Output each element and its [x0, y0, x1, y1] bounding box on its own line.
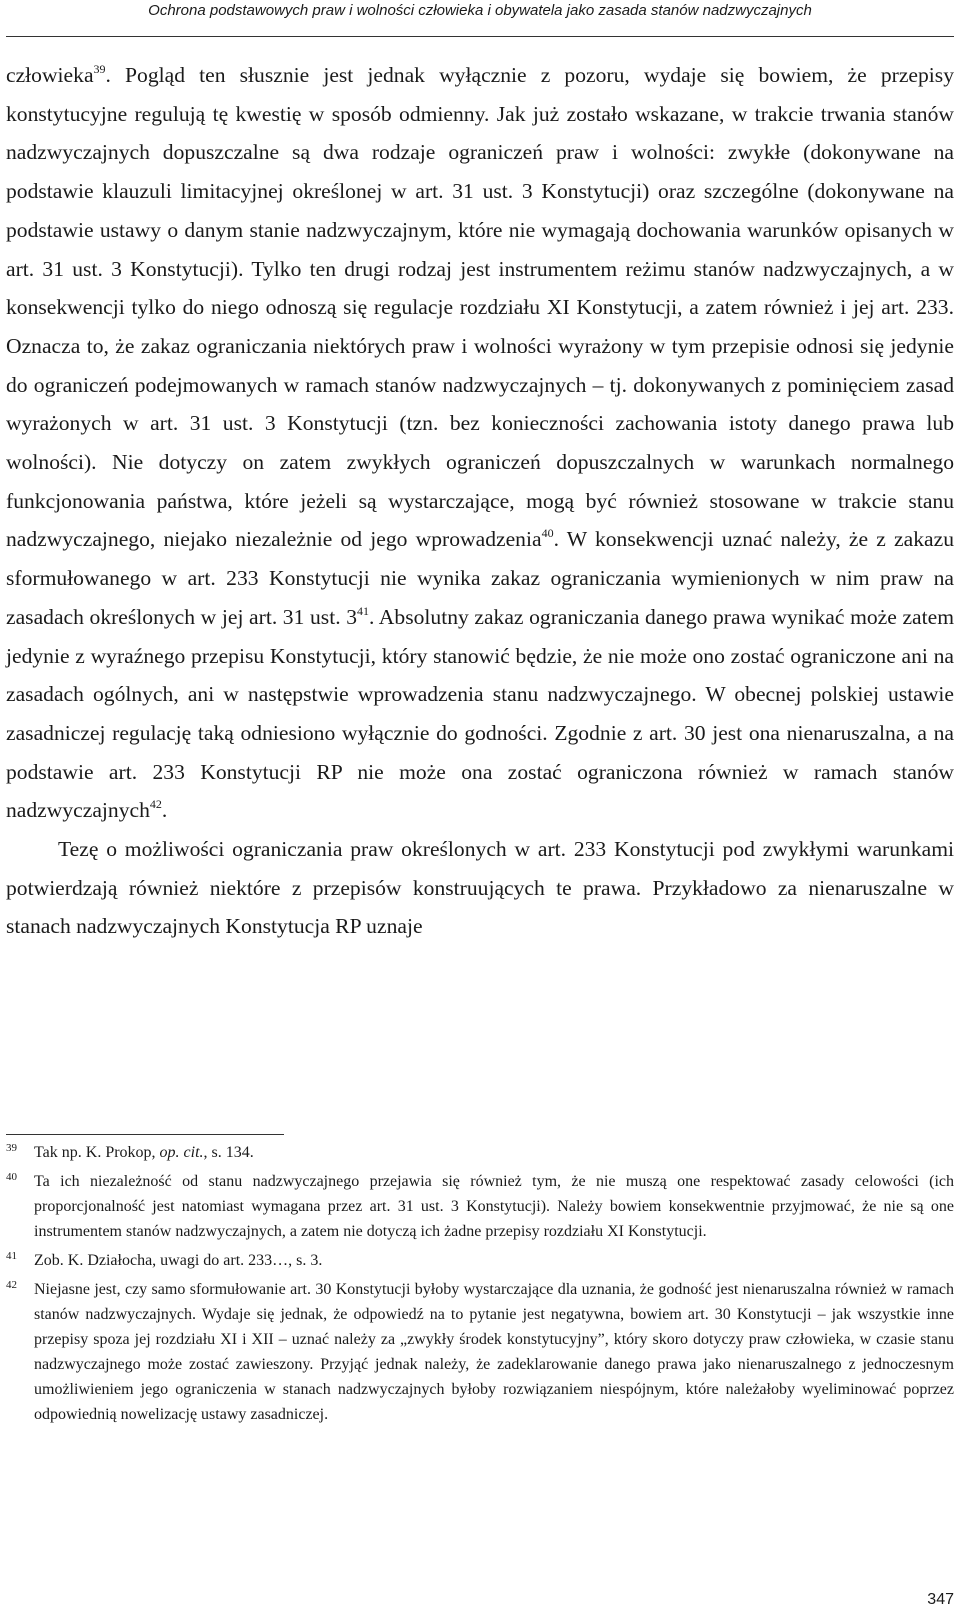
footnote-text: Tak np. K. Prokop,	[34, 1144, 160, 1161]
footnote-40	[6, 1169, 954, 1244]
footnote-ref-41[interactable]: 41	[357, 603, 369, 618]
page-number: 347	[927, 1591, 954, 1608]
footnote-text: Zob. K. Działocha, uwagi do art. 233…, s. 3.	[34, 1252, 323, 1269]
paragraph-1	[6, 56, 954, 830]
footnote-number: 42	[6, 1279, 17, 1291]
footnote-text: Ta ich niezależność od stanu nadzwyczajnego przejawia się również tym, że nie muszą one respektować zasady celowości (ich proporcjonalność jest natomiast wymagana przez art. 31 ust. 3 Konstytucji). Należy bowiem konsekwentnie przyjmować, że nie są one instrumentem stanów nadzwyczajnych, a zatem nie dotyczą ich żadne przepisy rozdziału XI Konstytucji.	[34, 1173, 954, 1240]
footnote-41	[6, 1248, 954, 1273]
paragraph-2: Tezę o możliwości ograniczania praw określonych w art. 233 Konstytucji pod zwykłymi warunkami potwierdzają również niektóre z przepisów konstruujących te prawa. Przykładowo za nienaruszalne w stanach nadzwyczajnych Konstytucja RP uznaje	[6, 837, 954, 939]
footnote-number: 39	[6, 1142, 17, 1154]
footnote-text: Niejasne jest, czy samo sformułowanie art. 30 Konstytucji byłoby wystarczające dla uznania, że godność jest nienaruszalna również w ramach stanów nadzwyczajnych. Wydaje się jednak, że odpowiedź na to pytanie jest negatywna, bowiem art. 30 Konstytucji – jak wszystkie inne przepisy spoza jej rozdziału XI i XII – uznać należy za „zwykły środek konstytucyjny”, który skoro dotyczy praw człowieka, w czasie stanu nadzwyczajnego może zostać zawieszony. Przyjąć jednak należy, że zadeklarowanie danego prawa jako nienaruszalnego z jednoczesnym umożliwieniem jego ograniczenia w stanach nadzwyczajnych byłoby rozwiązaniem niespójnym, które należałoby wyeliminować poprzez odpowiednią nowelizację ustawy zasadniczej.	[34, 1281, 954, 1423]
footnotes	[6, 1140, 954, 1431]
paragraph-1-text-b: . Pogląd ten słusznie jest jednak wyłącznie z pozoru, wydaje się bowiem, że przepisy konstytucyjne regulują tę kwestię w sposób odmienny. Jak już zostało wskazane, w trakcie trwania stanów nadzwyczajnych dopuszczalne są dwa rodzaje ograniczeń praw i wolności: zwykłe (dokonywane na podstawie klauzuli limitacyjnej określonej w art. 31 ust. 3 Konstytucji) oraz szczególne (dokonywane na podstawie ustawy o danym stanie nadzwyczajnym, które nie wymagają dochowania warunków opisanych w art. 31 ust. 3 Konstytucji). Tylko ten drugi rodzaj jest instrumentem reżimu stanów nadzwyczajnych, a w konsekwencji tylko do niego odnoszą się regulacje rozdziału XI Konstytucji, a zatem również i jej art. 233. Oznacza to, że zakaz ograniczania niektórych praw i wolności wyrażony w tym przepisie odnosi się jedynie do ograniczeń podejmowanych w ramach stanów nadzwyczajnych – tj. dokonywanych z pominięciem zasad wyrażonych w art. 31 ust. 3 Konstytucji (tzn. bez konieczności zachowania istoty danego prawa lub wolności). Nie dotyczy on zatem zwykłych ograniczeń dopuszczalnych w warunkach normalnego funkcjonowania państwa, które jeżeli są wystarczające, mogą być również stosowane w trakcie stanu nadzwyczajnego, niejako niezależnie od jego wprowadzenia	[6, 63, 954, 552]
footnote-italic-text: op. cit.	[159, 1144, 204, 1161]
footnote-ref-40[interactable]: 40	[541, 526, 554, 541]
paragraph-1-text-d: . Absolutny zakaz ograniczania danego prawa wynikać może zatem jedynie z wyraźnego przepisu Konstytucji, który stanowić będzie, że nie może ono zostać ograniczone ani na zasadach ogólnych, ani w następstwie wprowadzenia stanu nadzwyczajnego. W obecnej polskiej ustawie zasadniczej regulację taką odniesiono wyłącznie do godności. Zgodnie z art. 30 jest ona nienaruszalna, a na podstawie art. 233 Konstytucji RP nie może ona zostać ograniczona również w ramach stanów nadzwyczajnych	[6, 604, 954, 823]
footnote-text-tail: , s. 134.	[203, 1144, 254, 1161]
footnote-number: 41	[6, 1250, 17, 1262]
footnote-39	[6, 1140, 954, 1165]
footnote-ref-42[interactable]: 42	[149, 797, 162, 812]
body-text	[6, 56, 954, 946]
paragraph-1-text-a: człowieka	[6, 63, 94, 87]
footnote-ref-39[interactable]: 39	[93, 62, 106, 76]
paragraph-1-text-e: .	[161, 798, 168, 823]
paragraph-1-text-c: . W konsekwencji uznać należy, że z zakazu sformułowanego w art. 233 Konstytucji nie wynika zakaz ograniczania wymienionych w nim praw na zasadach określonych w jej art. 31 ust. 3	[6, 527, 954, 629]
footnote-separator	[6, 1134, 284, 1135]
footnote-42	[6, 1277, 954, 1427]
header-rule	[6, 36, 954, 37]
running-head: Ochrona podstawowych praw i wolności człowieka i obywatela jako zasada stanów nadzwyczajnych	[148, 2, 812, 19]
footnote-number: 40	[6, 1171, 17, 1183]
